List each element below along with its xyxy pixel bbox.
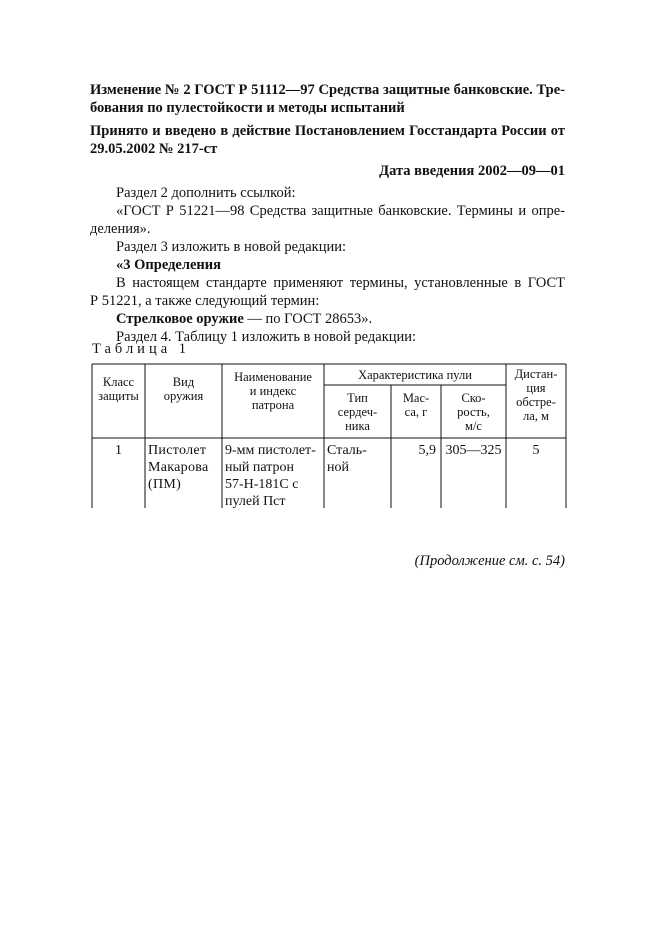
header-core-line2: сердеч- [337,405,378,419]
continuation-note: (Продолжение см. с. 54) [414,553,565,569]
row-mass: 5,9 [418,443,436,458]
header-cartridge-line2: и индекс [249,384,297,398]
amendment-title-line1: Изменение № 2 ГОСТ Р 51112—97 Средства защитные банковские. Тре- [90,82,565,98]
row-cartridge-line4: пулей Пст [225,494,286,509]
header-core [324,391,391,433]
header-weapon-line2: оружия [163,389,204,403]
term-reference: — по ГОСТ 28653». [243,311,373,327]
adoption-line2: 29.05.2002 № 217-ст [90,141,218,157]
header-cartridge-line1: Наименование [234,370,312,384]
body-paragraph-4-line2: Р 51221, а также следующий термин: [90,293,320,309]
header-core-line1: Тип [347,391,368,405]
body-paragraph-2-line2: деления». [90,221,151,237]
header-core-line3: ника [345,419,370,433]
row-weapon-line2: Макарова [148,460,209,475]
row-cartridge-line2: ный патрон [225,460,295,475]
row-core [327,442,391,476]
header-class-line2: защиты [98,389,139,403]
term-name: Стрелковое оружие [116,311,244,327]
row-weapon-line3: (ПМ) [148,477,182,492]
row-weapon [148,442,222,493]
header-distance [506,367,566,423]
header-distance-line1: Дистан- [514,367,558,381]
header-mass-line1: Мас- [402,391,430,405]
row-weapon-line1: Пистолет [148,443,207,458]
section-heading: «3 Определения [116,257,221,273]
table-caption: Таблица 1 [92,341,191,357]
row-cartridge-line3: 57-Н-181С с [225,477,299,492]
effective-date: Дата введения 2002—09—01 [379,163,565,179]
body-paragraph-4-line1: В настоящем стандарте применяют термины, установленные в ГОСТ [116,275,565,291]
row-cartridge [225,442,324,510]
row-speed: 305—325 [445,443,502,458]
header-class-line1: Класс [102,375,135,389]
adoption-line1: Принято и введено в действие Постановлением Госстандарта России от [90,123,565,139]
header-cartridge [222,370,324,412]
row-class: 1 [115,443,122,458]
body-paragraph-2-line1: «ГОСТ Р 51221—98 Средства защитные банковские. Термины и опре- [116,203,565,219]
body-paragraph-3: Раздел 3 изложить в новой редакции: [116,239,347,255]
header-speed-line1: Ско- [461,391,486,405]
row-core-line1: Сталь- [327,443,367,458]
row-distance: 5 [532,443,540,458]
header-distance-line4: ла, м [523,409,549,423]
row-cartridge-line1: 9-мм пистолет- [225,443,316,458]
amendment-title-line2: бования по пулестойкости и методы испытаний [90,100,405,116]
header-speed-line3: м/с [465,419,482,433]
header-bullet-group: Характеристика пули [358,368,472,382]
header-class [92,375,145,403]
header-weapon-line1: Вид [172,375,195,389]
header-speed [441,391,506,433]
body-paragraph-5: Раздел 4. Таблицу 1 изложить в новой редакции: [116,329,417,345]
body-paragraph-1: Раздел 2 дополнить ссылкой: [116,185,296,201]
header-weapon [145,375,222,403]
header-speed-line2: рость, [457,405,490,419]
header-mass-line2: са, г [404,405,428,419]
header-distance-line2: ция [526,381,546,395]
row-core-line2: ной [327,460,349,475]
header-mass [391,391,441,419]
header-cartridge-line3: патрона [251,398,295,412]
header-distance-line3: обстре- [516,395,556,409]
